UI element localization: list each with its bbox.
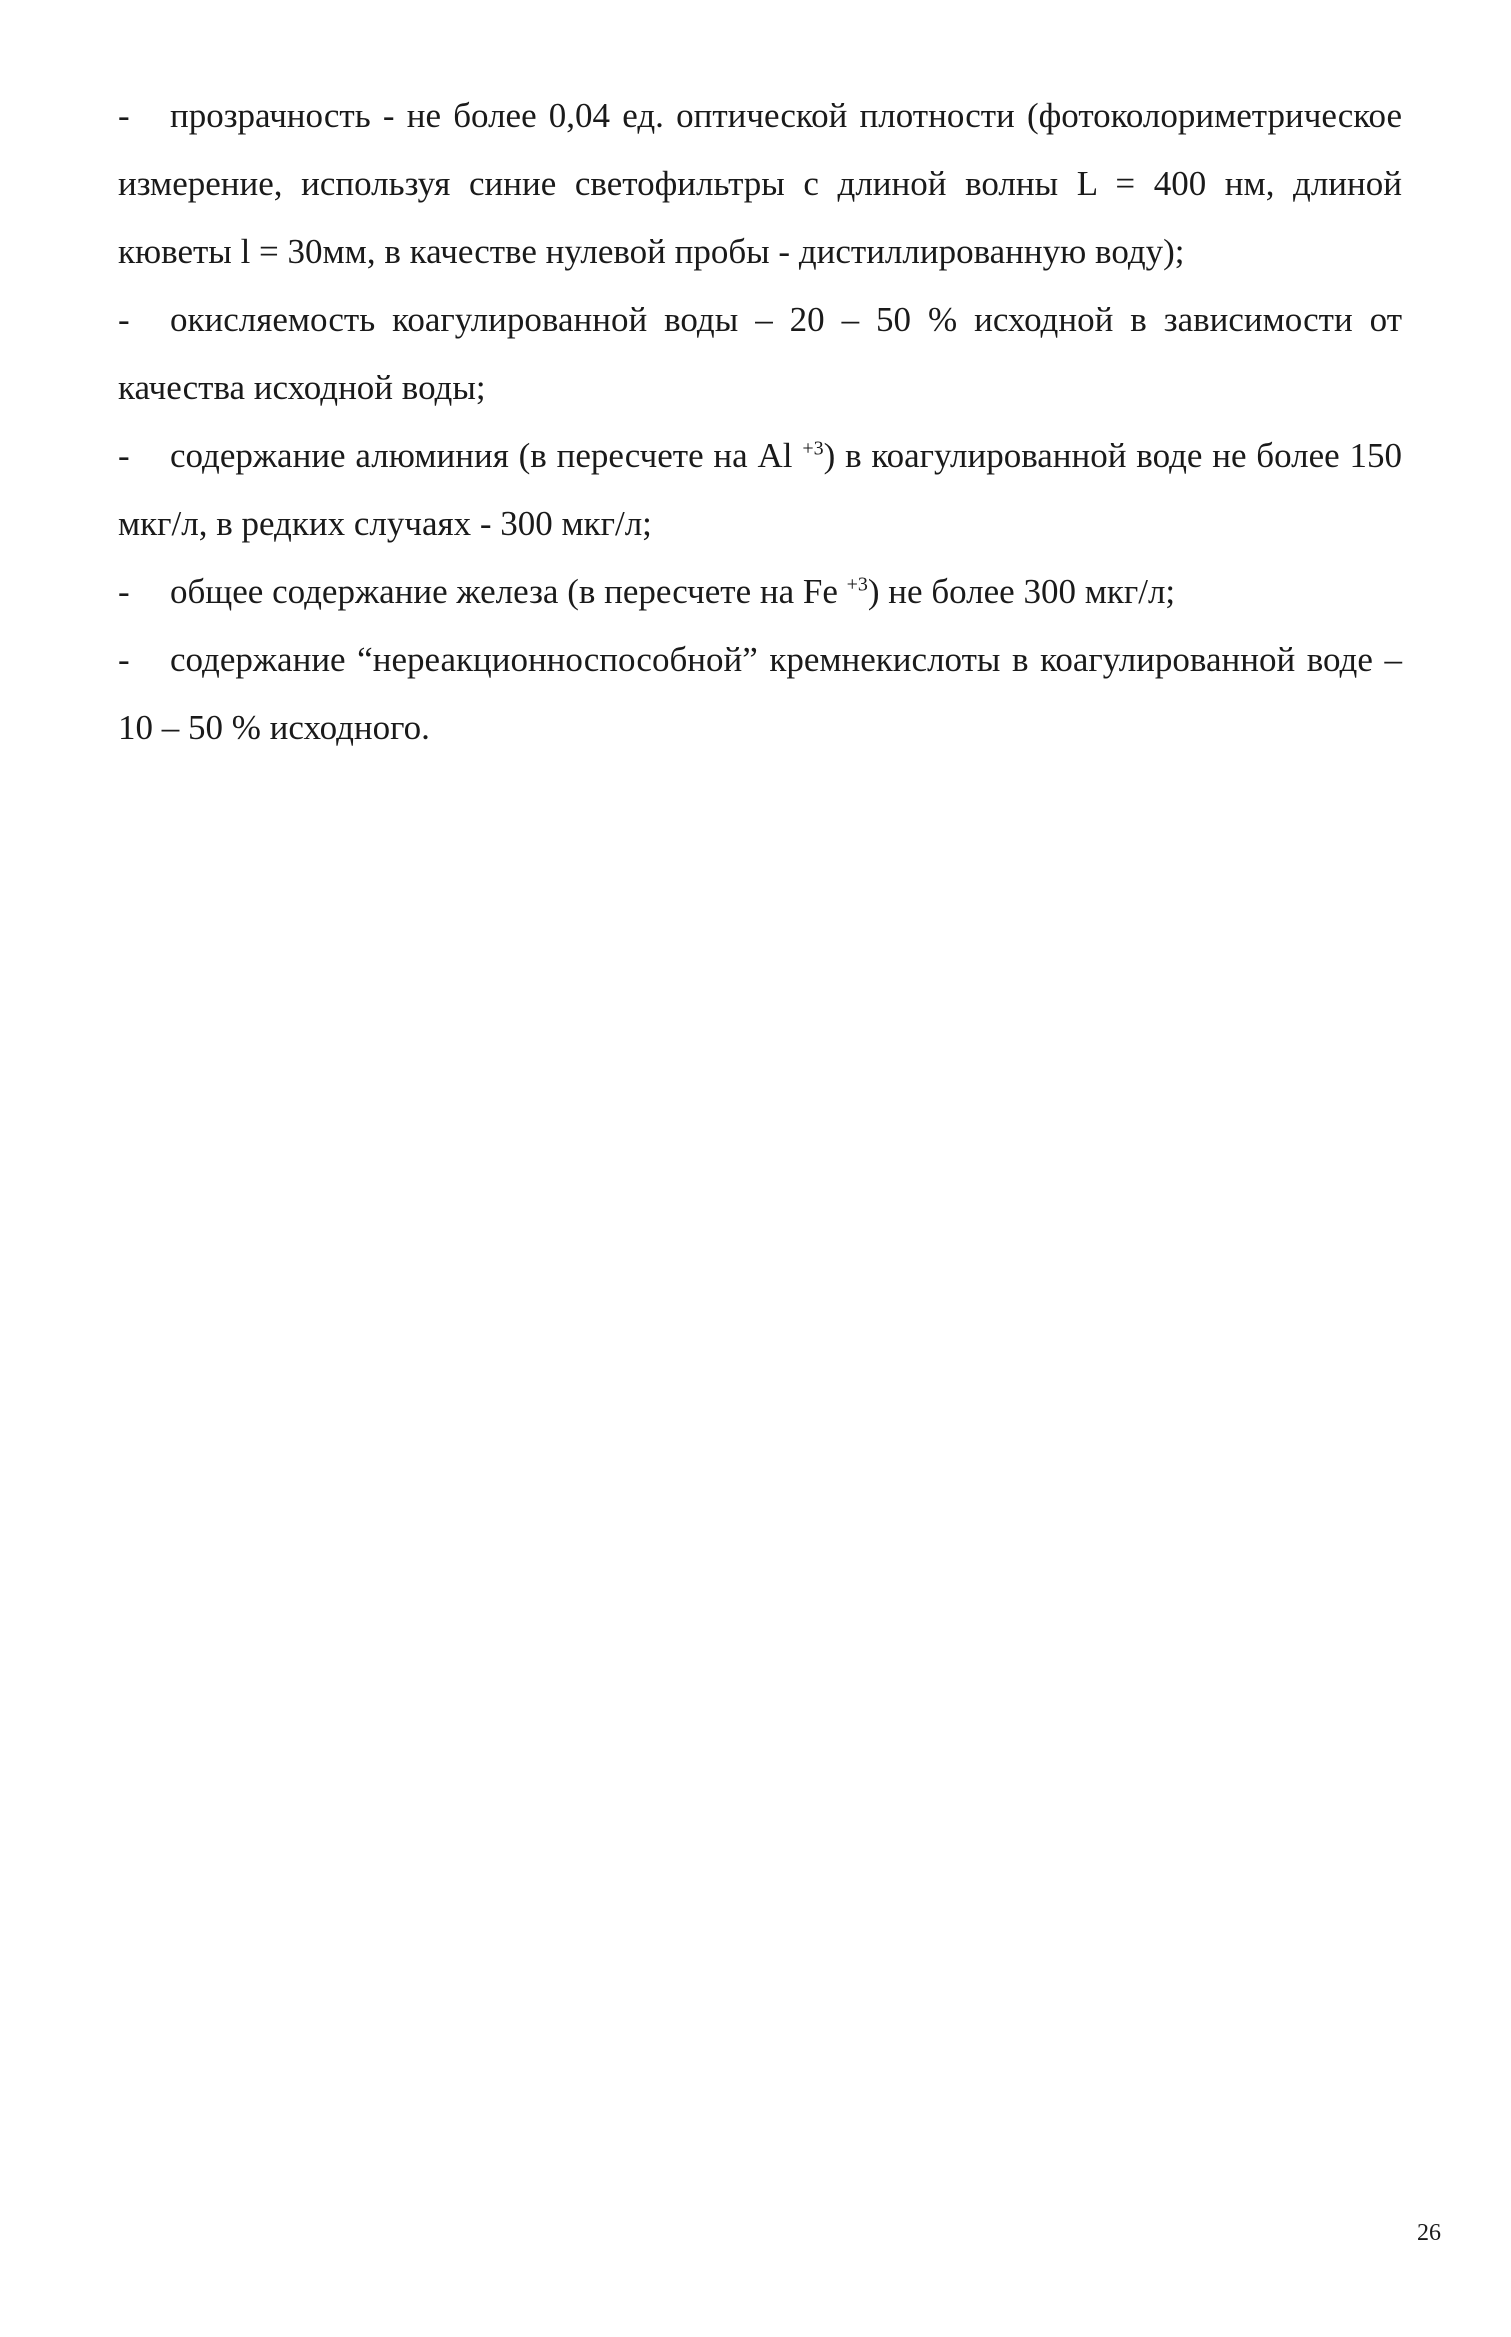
list-item-text: содержание “нереакционноспособной” кремнекислоты в коагулированной воде – 10 – 50 % исходного. xyxy=(118,640,1402,747)
list-item-silicic-acid xyxy=(118,626,1402,762)
list-item-text-before: содержание алюминия (в пересчете на Al xyxy=(170,436,803,475)
list-item-aluminium xyxy=(118,422,1402,558)
list-item-text: прозрачность - не более 0,04 ед. оптической плотности (фотоколориметрическое измерение, используя синие светофильтры с длиной волны L = 400 нм, длиной кюветы l = 30мм, в качестве нулевой пробы - дистиллированную воду); xyxy=(118,96,1402,271)
list-item-text-after: ) не более 300 мкг/л; xyxy=(867,572,1176,611)
list-item-transparency xyxy=(118,82,1402,286)
page-content xyxy=(118,82,1402,762)
list-item-text-before: общее содержание железа (в пересчете на Fe xyxy=(170,572,847,611)
page-number: 26 xyxy=(1417,2220,1441,2246)
list-item-text: окисляемость коагулированной воды – 20 – 50 % исходной в зависимости от качества исходной воды; xyxy=(118,300,1402,407)
list-dash: - xyxy=(118,300,130,339)
superscript-charge: +3 xyxy=(802,437,824,460)
list-item-oxidizability xyxy=(118,286,1402,422)
list-dash: - xyxy=(118,436,130,475)
list-dash: - xyxy=(118,572,130,611)
superscript-charge: +3 xyxy=(846,573,868,596)
list-dash: - xyxy=(118,640,130,679)
list-item-iron xyxy=(118,558,1402,626)
list-dash: - xyxy=(118,96,130,135)
list-item-text-after: ) в коагулированной воде не более 150 мкг/л, в редких случаях - 300 мкг/л; xyxy=(118,436,1403,543)
